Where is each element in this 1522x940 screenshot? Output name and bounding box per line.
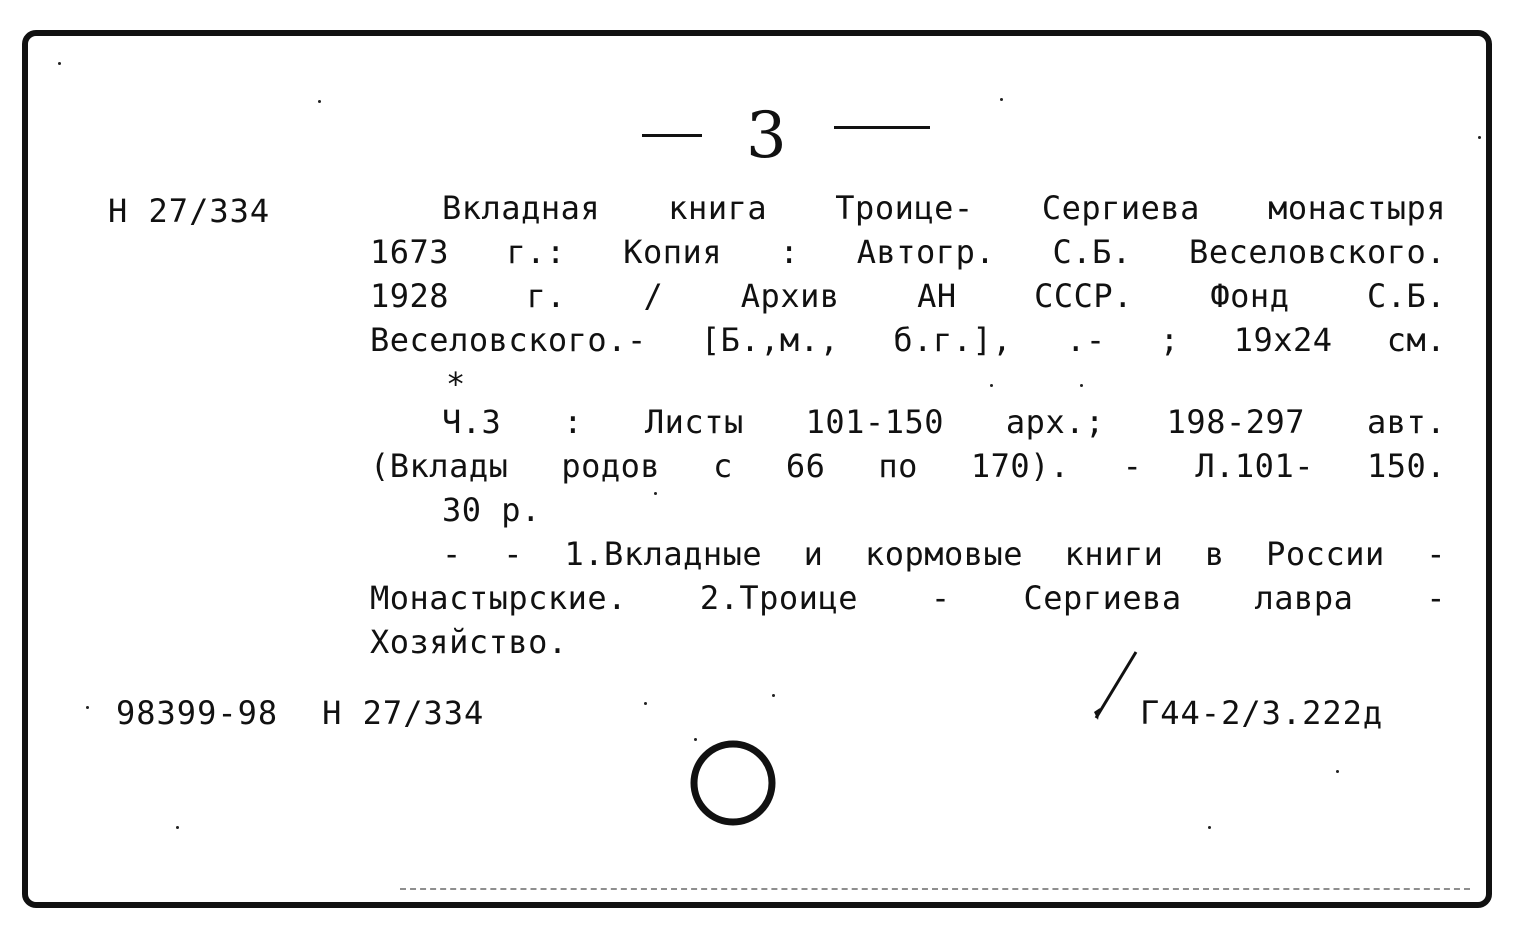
shelfmark-bottom: Н 27/334 bbox=[322, 694, 485, 732]
page-number bbox=[636, 96, 936, 176]
dash-right bbox=[834, 126, 930, 129]
subject-line-2: Монастырские. 2.Троице - Сергиева лавра - bbox=[370, 579, 1446, 617]
speck bbox=[318, 100, 321, 103]
speck bbox=[990, 384, 993, 387]
bibliographic-description bbox=[370, 186, 1446, 664]
dash-left bbox=[642, 134, 702, 137]
shelfmark: Н 27/334 bbox=[108, 192, 271, 230]
subject-line-1: - - 1.Вкладные и кормовые книги в России - bbox=[442, 535, 1446, 573]
speck bbox=[1478, 136, 1481, 139]
speck bbox=[772, 694, 775, 697]
speck bbox=[1208, 826, 1211, 829]
subject-line-3: Хозяйство. bbox=[370, 623, 568, 661]
classification-code: Г44-2/3.222д bbox=[1140, 694, 1384, 732]
speck bbox=[654, 492, 657, 495]
punch-hole-icon bbox=[688, 738, 778, 828]
speck bbox=[694, 738, 697, 741]
speck bbox=[58, 62, 61, 65]
part-line-1: Ч.3 : Листы 101-150 арх.; 198-297 авт. bbox=[442, 403, 1446, 441]
price-line: 30 р. bbox=[442, 491, 541, 529]
card-footer-left bbox=[116, 694, 484, 732]
speck bbox=[644, 702, 647, 705]
title-line-3: 1928 г. / Архив АН СССР. Фонд С.Б. bbox=[370, 277, 1446, 315]
speck bbox=[176, 826, 179, 829]
speck bbox=[86, 706, 89, 709]
part-line-2: (Вклады родов с 66 по 170). - Л.101- 150. bbox=[370, 447, 1446, 485]
title-line-1: Вкладная книга Троице- Сергиева монастыря bbox=[442, 189, 1446, 227]
speck bbox=[1080, 384, 1083, 387]
title-line-2: 1673 г.: Копия : Автогр. С.Б. Веселовского. bbox=[370, 233, 1446, 271]
star-separator: * bbox=[446, 365, 466, 403]
speck bbox=[1336, 770, 1339, 773]
inventory-number: 98399-98 bbox=[116, 694, 279, 732]
page-number-value: 3 bbox=[746, 99, 787, 173]
speck bbox=[1000, 98, 1003, 101]
check-mark-icon bbox=[1086, 648, 1146, 728]
bottom-edge-marks bbox=[400, 888, 1470, 893]
title-line-4: Веселовского.- [Б.,м., б.г.], .- ; 19x24 см. bbox=[370, 321, 1446, 359]
